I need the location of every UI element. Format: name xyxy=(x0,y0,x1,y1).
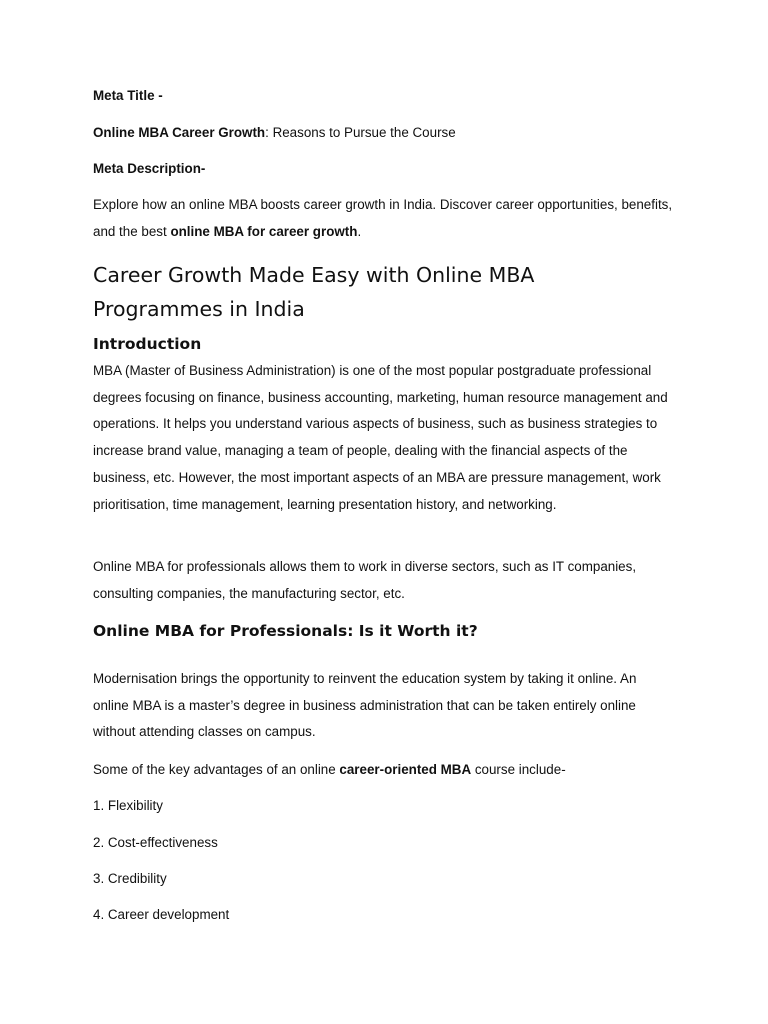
meta-description-label: Meta Description- xyxy=(93,161,206,176)
meta-description-main: Explore how an online MBA boosts career growth in India. Discover career opportunities, benefits, and the best xyxy=(93,197,673,239)
meta-title-value xyxy=(93,125,456,141)
advantage-item-career: 4. Career development xyxy=(93,907,230,922)
intro-heading: Introduction xyxy=(93,335,202,353)
meta-title-rest: : Reasons to Pursue the Course xyxy=(265,125,456,140)
meta-description-bold: online MBA for career growth xyxy=(170,223,358,239)
meta-title-label: Meta Title - xyxy=(93,88,163,103)
advantages-intro-bold: career-oriented MBA xyxy=(339,762,472,777)
intro-paragraph: MBA (Master of Business Administration) is one of the most popular postgraduate professional degrees focusing on finance, business accounting, marketing, human resource management and operations. It helps you understand various aspects of business, such as business strategies to increase brand value, managing a team of people, dealing with the financial aspects of the business, etc. However, the most important aspects of an MBA are pressure management, work prioritisation, time management, learning presentation history, and networking. xyxy=(93,363,668,512)
meta-title-bold: Online MBA Career Growth xyxy=(93,125,266,140)
meta-description-text xyxy=(93,192,673,245)
advantage-item-flexibility: 1. Flexibility xyxy=(93,798,163,813)
advantage-item-credibility: 3. Credibility xyxy=(93,871,167,886)
worth-heading: Online MBA for Professionals: Is it Worth it? xyxy=(93,622,478,640)
advantage-item-cost: 2. Cost-effectiveness xyxy=(93,835,218,850)
advantages-intro-end: course include- xyxy=(471,762,566,777)
modernisation-paragraph: Modernisation brings the opportunity to reinvent the education system by taking it online. An online MBA is a master’s degree in business administration that can be taken entirely online without attending classes on campus. xyxy=(93,671,637,740)
article-heading: Career Growth Made Easy with Online MBA Programmes in India xyxy=(93,263,535,321)
meta-description-end: . xyxy=(357,223,362,239)
advantages-intro-text: Some of the key advantages of an online xyxy=(93,762,340,777)
advantages-intro xyxy=(93,762,566,778)
sectors-paragraph: Online MBA for professionals allows them to work in diverse sectors, such as IT companies, consulting companies, the manufacturing sector, etc. xyxy=(93,559,637,601)
